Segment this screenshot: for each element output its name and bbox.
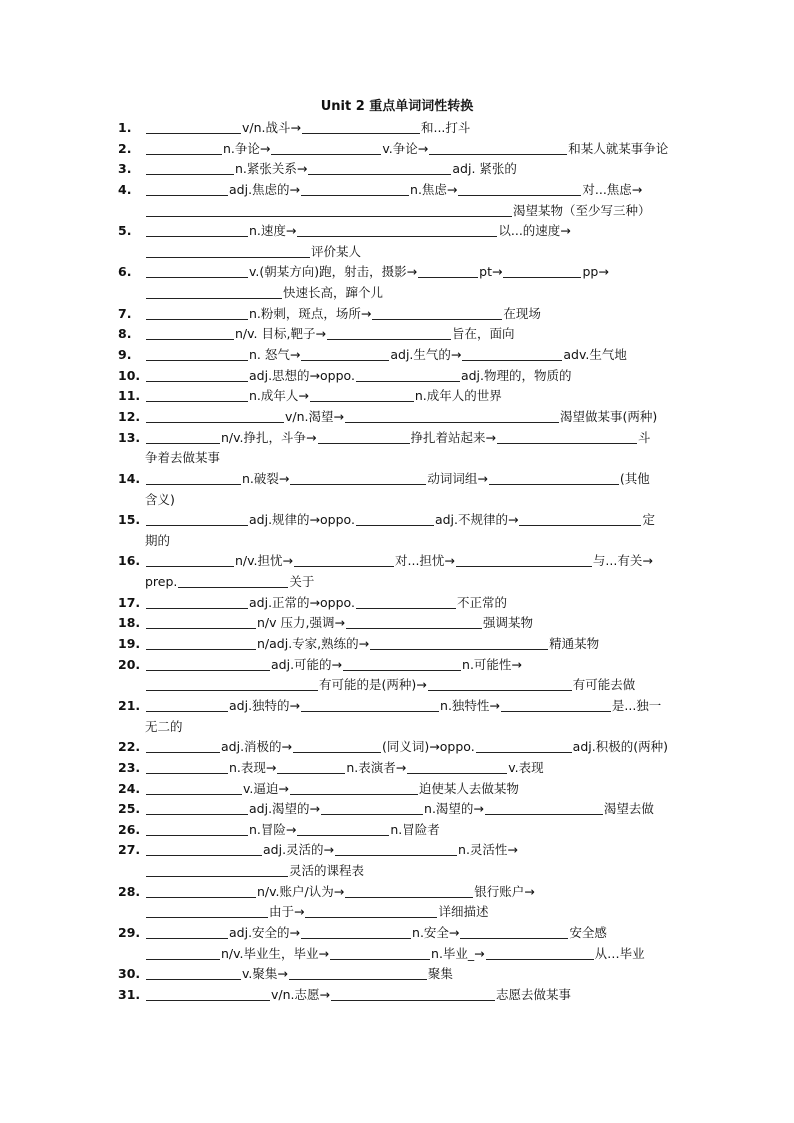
exercise-line [0, 448, 794, 469]
answer-blank[interactable] [146, 470, 241, 485]
item-number: 20. [118, 656, 141, 672]
prompt-text: 有可能的是(两种)→ [319, 677, 427, 693]
answer-blank[interactable] [407, 759, 507, 774]
item-content [145, 304, 541, 325]
prompt-text: 和某人就某事争论 [568, 140, 669, 156]
prompt-text: 动词词组→ [427, 470, 488, 486]
item-content [145, 324, 514, 345]
exercise-line [0, 923, 794, 944]
item-content [145, 428, 651, 449]
answer-blank[interactable] [146, 181, 228, 196]
prompt-text: adv.生气地 [563, 347, 627, 363]
prompt-text: 由于→ [269, 904, 305, 920]
answer-blank[interactable] [146, 222, 248, 237]
prompt-text: n.争论→ [223, 140, 271, 156]
answer-blank[interactable] [146, 945, 220, 960]
answer-blank[interactable] [476, 738, 572, 753]
answer-blank[interactable] [297, 222, 497, 237]
item-number: 24. [118, 780, 141, 796]
exercise-line [0, 242, 794, 263]
item-number: 17. [118, 594, 141, 610]
item-content [145, 820, 440, 841]
answer-blank[interactable] [293, 738, 381, 753]
prompt-text: adj.独特的→ [229, 697, 301, 713]
exercise-line [0, 902, 794, 923]
prompt-text: v.表现 [508, 759, 544, 775]
item-number: 16. [118, 553, 141, 569]
item-number: 23. [118, 759, 141, 775]
answer-blank[interactable] [345, 408, 559, 423]
item-number: 3. [118, 161, 132, 177]
item-number: 26. [118, 821, 141, 837]
prompt-text: n/v.挣扎，斗争→ [221, 429, 317, 445]
exercise-line [0, 572, 794, 593]
answer-blank[interactable] [318, 429, 410, 444]
item-content [145, 964, 453, 985]
item-number: 9. [118, 347, 132, 363]
exercise-line [0, 428, 794, 449]
prompt-text: (其他 [619, 470, 650, 486]
answer-blank[interactable] [146, 594, 248, 609]
answer-blank[interactable] [146, 160, 234, 175]
exercise-line [0, 324, 794, 345]
prompt-text: n/v.毕业生，毕业→ [221, 945, 330, 961]
answer-blank[interactable] [345, 883, 473, 898]
answer-blank[interactable] [146, 263, 248, 278]
answer-blank[interactable] [370, 635, 548, 650]
answer-blank[interactable] [297, 821, 389, 836]
answer-blank[interactable] [418, 263, 478, 278]
prompt-text: n.可能性→ [462, 656, 522, 672]
exercise-line [0, 613, 794, 634]
item-content [145, 283, 383, 304]
prompt-text: adj.不规律的→ [434, 512, 519, 528]
prompt-text: v.(朝某方向)跑，射击，摄影→ [249, 264, 418, 280]
answer-blank[interactable] [290, 470, 426, 485]
item-content [145, 675, 635, 696]
answer-blank[interactable] [356, 367, 460, 382]
prompt-text: adj.正常的→oppo. [249, 594, 355, 610]
prompt-text: 渴望去做 [603, 801, 654, 817]
answer-blank[interactable] [462, 346, 562, 361]
item-content [145, 572, 314, 593]
prompt-text: adj.积极的(两种) [572, 739, 668, 755]
answer-blank[interactable] [146, 552, 234, 567]
item-content [145, 861, 364, 882]
exercise-line [0, 386, 794, 407]
exercise-line [0, 221, 794, 242]
answer-blank[interactable] [289, 965, 427, 980]
prompt-text: adj.物理的，物质的 [460, 367, 572, 383]
item-number: 5. [118, 223, 132, 239]
item-content [145, 242, 361, 263]
answer-blank[interactable] [519, 511, 641, 526]
answer-blank[interactable] [146, 305, 248, 320]
prompt-text: 关于 [289, 574, 315, 590]
prompt-text: v/n.渴望→ [285, 408, 344, 424]
item-content [145, 469, 650, 490]
exercise-line [0, 262, 794, 283]
prompt-text: 争着去做某事 [145, 450, 221, 466]
item-number: 8. [118, 326, 132, 342]
exercise-line [0, 758, 794, 779]
answer-blank[interactable] [335, 841, 457, 856]
prompt-text: v/n.志愿→ [271, 986, 330, 1002]
prompt-text: n.冒险→ [249, 821, 297, 837]
exercise-line [0, 159, 794, 180]
prompt-text: n.独特性→ [440, 697, 500, 713]
prompt-text: n.渴望的→ [424, 801, 484, 817]
answer-blank[interactable] [146, 284, 282, 299]
answer-blank[interactable] [146, 903, 268, 918]
answer-blank[interactable] [346, 614, 482, 629]
prompt-text: n.安全→ [412, 924, 460, 940]
item-number: 30. [118, 966, 141, 982]
item-number: 29. [118, 924, 141, 940]
exercise-line [0, 696, 794, 717]
answer-blank[interactable] [146, 119, 241, 134]
answer-blank[interactable] [301, 346, 389, 361]
item-number: 22. [118, 739, 141, 755]
answer-blank[interactable] [356, 594, 456, 609]
answer-blank[interactable] [290, 780, 418, 795]
answer-blank[interactable] [294, 552, 394, 567]
prompt-text: 以...的速度→ [498, 223, 571, 239]
answer-blank[interactable] [501, 697, 611, 712]
exercise-line [0, 737, 794, 758]
prompt-text: 强调某物 [482, 615, 533, 631]
prompt-text: 与...有关→ [592, 553, 653, 569]
item-content [145, 201, 651, 222]
item-number: 1. [118, 120, 132, 135]
answer-blank[interactable] [146, 346, 248, 361]
item-content [145, 902, 489, 923]
item-content [145, 737, 668, 758]
prompt-text: (同义词)→oppo. [382, 739, 475, 755]
prompt-text: 渴望做某事(两种) [559, 408, 658, 424]
answer-blank[interactable] [330, 945, 430, 960]
answer-blank[interactable] [146, 780, 242, 795]
answer-blank[interactable] [356, 511, 434, 526]
prompt-text: adj.渴望的→ [249, 801, 321, 817]
prompt-text: n/v 压力,强调→ [257, 615, 345, 631]
prompt-text: n/v.担忧→ [235, 553, 294, 569]
prompt-text: n.表现→ [229, 759, 277, 775]
prompt-text: 定 [642, 512, 655, 528]
item-content [145, 779, 519, 800]
answer-blank[interactable] [302, 119, 420, 134]
prompt-text: 详细描述 [438, 904, 489, 920]
item-content [145, 407, 657, 428]
item-content [145, 551, 653, 572]
item-number: 19. [118, 636, 141, 652]
exercise-line [0, 964, 794, 985]
prompt-text: n.毕业_→ [431, 945, 485, 961]
exercise-line [0, 366, 794, 387]
answer-blank[interactable] [146, 883, 256, 898]
answer-blank[interactable] [486, 945, 594, 960]
prompt-text: 灵活的课程表 [289, 863, 365, 879]
answer-blank[interactable] [460, 924, 568, 939]
item-content [145, 593, 507, 614]
answer-blank[interactable] [429, 140, 567, 155]
answer-blank[interactable] [146, 738, 220, 753]
item-number: 31. [118, 986, 141, 1002]
answer-blank[interactable] [301, 924, 411, 939]
prompt-text: 从…毕业 [594, 945, 645, 961]
item-number: 10. [118, 367, 141, 383]
answer-blank[interactable] [489, 470, 619, 485]
item-content [145, 262, 609, 283]
item-content [145, 366, 571, 387]
prompt-text: 和...打斗 [420, 120, 471, 135]
answer-blank[interactable] [503, 263, 581, 278]
exercise-line [0, 882, 794, 903]
item-number: 13. [118, 429, 141, 445]
item-number: 4. [118, 181, 132, 197]
answer-blank[interactable] [146, 924, 228, 939]
item-content [145, 717, 183, 738]
answer-blank[interactable] [146, 243, 310, 258]
item-content [145, 923, 607, 944]
prompt-text: v.聚集→ [242, 966, 288, 982]
prompt-text: prep. [145, 574, 178, 590]
exercise-line [0, 779, 794, 800]
prompt-text: 有可能去做 [572, 677, 636, 693]
answer-blank[interactable] [327, 325, 451, 340]
prompt-text: pt→ [479, 264, 503, 280]
answer-blank[interactable] [277, 759, 345, 774]
answer-blank[interactable] [146, 676, 318, 691]
exercise-line [0, 861, 794, 882]
prompt-text: 不正常的 [456, 594, 507, 610]
page-title: Unit 2 重点单词词性转换 [320, 99, 474, 114]
exercise-line [0, 944, 794, 965]
answer-blank[interactable] [301, 697, 439, 712]
answer-blank[interactable] [146, 697, 228, 712]
prompt-text: n.表演者→ [346, 759, 407, 775]
exercise-line [0, 180, 794, 201]
exercise-line [0, 490, 794, 511]
item-content [145, 882, 535, 903]
item-content [145, 531, 170, 552]
prompt-text: v.争论→ [382, 140, 429, 156]
answer-blank[interactable] [146, 202, 512, 217]
prompt-text: adj.焦虑的→ [229, 181, 301, 197]
exercise-line [0, 304, 794, 325]
answer-blank[interactable] [305, 903, 437, 918]
answer-blank[interactable] [146, 800, 248, 815]
item-number: 6. [118, 264, 132, 280]
answer-blank[interactable] [372, 305, 502, 320]
prompt-text: 无二的 [145, 718, 183, 734]
prompt-text: 志愿去做某事 [495, 986, 571, 1002]
exercise-line [0, 593, 794, 614]
exercise-line [0, 201, 794, 222]
exercise-line [0, 531, 794, 552]
exercise-line [0, 469, 794, 490]
answer-blank[interactable] [497, 429, 637, 444]
prompt-text: 对...担忧→ [395, 553, 455, 569]
exercise-line [0, 799, 794, 820]
answer-blank[interactable] [146, 387, 248, 402]
item-number: 15. [118, 512, 141, 528]
prompt-text: adj.思想的→oppo. [249, 367, 355, 383]
item-number: 2. [118, 140, 132, 156]
item-content [145, 840, 518, 861]
exercise-line [0, 551, 794, 572]
answer-blank[interactable] [146, 965, 241, 980]
answer-blank[interactable] [331, 986, 495, 1001]
prompt-text: 旨在，面向 [451, 326, 515, 342]
prompt-text: 对...焦虑→ [582, 181, 643, 197]
answer-blank[interactable] [456, 552, 592, 567]
prompt-text: 是...独一 [611, 697, 662, 713]
exercise-line [0, 283, 794, 304]
prompt-text: adj.消极的→ [221, 739, 293, 755]
prompt-text: n.焦虑→ [410, 181, 458, 197]
prompt-text: n. 怒气→ [249, 347, 301, 363]
item-number: 25. [118, 801, 141, 817]
answer-blank[interactable] [146, 325, 234, 340]
exercise-line [0, 634, 794, 655]
answer-blank[interactable] [146, 140, 222, 155]
item-number: 12. [118, 408, 141, 424]
exercise-line [0, 118, 794, 139]
exercise-line [0, 820, 794, 841]
item-content [145, 448, 220, 469]
answer-blank[interactable] [271, 140, 381, 155]
prompt-text: pp→ [582, 264, 609, 280]
item-content [145, 139, 668, 160]
item-content [145, 159, 517, 180]
prompt-text: 评价某人 [311, 243, 362, 259]
prompt-text: 快速长高，蹿个儿 [283, 285, 384, 301]
exercise-line [0, 407, 794, 428]
item-number: 21. [118, 697, 141, 713]
prompt-text: adj.安全的→ [229, 924, 301, 940]
exercise-line [0, 510, 794, 531]
answer-blank[interactable] [428, 676, 572, 691]
prompt-text: n/v. 目标,靶子→ [235, 326, 326, 342]
item-content [145, 613, 533, 634]
item-content [145, 386, 502, 407]
prompt-text: n.成年人的世界 [414, 388, 502, 404]
item-content [145, 944, 645, 965]
answer-blank[interactable] [146, 429, 220, 444]
prompt-text: n.破裂→ [242, 470, 290, 486]
exercise-line [0, 717, 794, 738]
prompt-text: 安全感 [569, 924, 607, 940]
exercise-line [0, 985, 794, 1006]
item-content [145, 758, 544, 779]
prompt-text: adj. 紧张的 [452, 161, 517, 177]
exercise-line [0, 840, 794, 861]
answer-blank[interactable] [301, 181, 409, 196]
prompt-text: 期的 [145, 532, 171, 548]
item-number: 28. [118, 883, 141, 899]
prompt-text: 挣扎着站起来→ [410, 429, 496, 445]
answer-blank[interactable] [485, 800, 603, 815]
item-content [145, 180, 642, 201]
prompt-text: v.逼迫→ [243, 780, 289, 796]
answer-blank[interactable] [146, 635, 256, 650]
prompt-text: n.成年人→ [249, 388, 309, 404]
exercise-line [0, 345, 794, 366]
item-content [145, 490, 175, 511]
prompt-text: n/v.账户/认为→ [257, 883, 345, 899]
answer-blank[interactable] [146, 511, 248, 526]
answer-blank[interactable] [308, 160, 451, 175]
answer-blank[interactable] [321, 800, 423, 815]
item-content [145, 345, 627, 366]
answer-blank[interactable] [343, 656, 461, 671]
item-content [145, 696, 661, 717]
answer-blank[interactable] [146, 656, 270, 671]
item-number: 27. [118, 842, 141, 858]
item-content [145, 221, 571, 242]
item-number: 7. [118, 305, 132, 321]
item-number: 14. [118, 470, 141, 486]
answer-blank[interactable] [458, 181, 581, 196]
prompt-text: 斗 [638, 429, 651, 445]
prompt-text: n.速度→ [249, 223, 297, 239]
prompt-text: adj.规律的→oppo. [249, 512, 355, 528]
prompt-text: n.冒险者 [390, 821, 440, 837]
item-number: 11. [118, 388, 141, 404]
item-content [145, 510, 655, 531]
prompt-text: 渴望某物（至少写三种） [513, 202, 651, 218]
prompt-text: 在现场 [503, 305, 541, 321]
prompt-text: adj.灵活的→ [263, 842, 335, 858]
item-content [145, 634, 599, 655]
prompt-text: 迫使某人去做某物 [418, 780, 519, 796]
answer-blank[interactable] [146, 367, 248, 382]
exercise-line [0, 139, 794, 160]
answer-blank[interactable] [146, 408, 284, 423]
prompt-text: n.灵活性→ [458, 842, 518, 858]
item-content [145, 985, 571, 1006]
prompt-text: 含义) [145, 491, 175, 507]
item-number: 18. [118, 615, 141, 631]
item-content [145, 118, 470, 139]
exercise-line [0, 655, 794, 676]
prompt-text: adj.生气的→ [390, 347, 462, 363]
answer-blank[interactable] [146, 614, 256, 629]
prompt-text: v/n.战斗→ [242, 120, 301, 135]
answer-blank[interactable] [146, 821, 248, 836]
prompt-text: adj.可能的→ [271, 656, 343, 672]
item-content [145, 655, 522, 676]
item-content [145, 799, 654, 820]
answer-blank[interactable] [146, 759, 228, 774]
exercise-line [0, 675, 794, 696]
prompt-text: 精通某物 [549, 636, 600, 652]
prompt-text: n.粉刺，斑点，场所→ [249, 305, 372, 321]
exercise-list [0, 118, 794, 1006]
prompt-text: 银行账户→ [474, 883, 535, 899]
answer-blank[interactable] [146, 862, 288, 877]
prompt-text: 聚集 [427, 966, 453, 982]
answer-blank[interactable] [310, 387, 414, 402]
prompt-text: n.紧张关系→ [235, 161, 308, 177]
prompt-text: n/adj.专家,熟练的→ [257, 636, 370, 652]
answer-blank[interactable] [178, 573, 288, 588]
answer-blank[interactable] [146, 986, 270, 1001]
answer-blank[interactable] [146, 841, 262, 856]
